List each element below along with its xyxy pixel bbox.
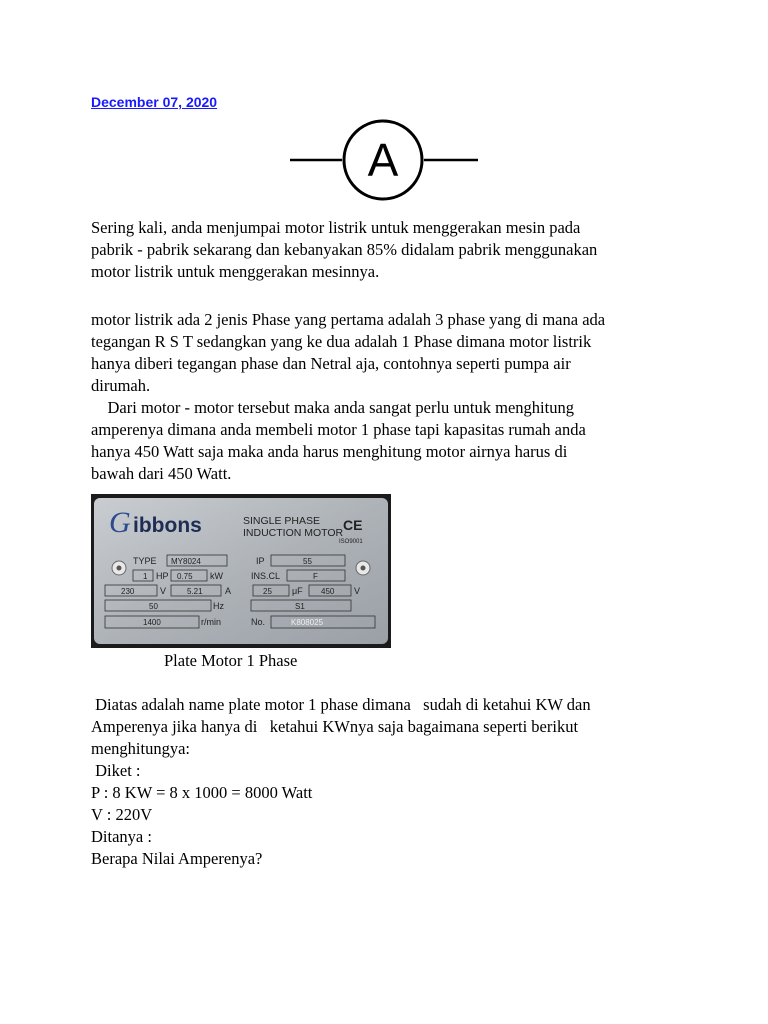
nameplate-caption: Plate Motor 1 Phase [164, 651, 298, 670]
calculation-paragraph: Diatas adalah name plate motor 1 phase dimana sudah di ketahui KW dan Amperenya jika hanya di ketahui KWnya saja bagaimana seperti berikut menghitungya: Diket : P : 8 KW = 8 x 1000 = 8000 Watt V : 220V Ditanya : Berapa Nilai Amperenya? [91, 695, 591, 868]
rpm-value: 1400 [143, 618, 161, 627]
hp-label: HP [156, 571, 169, 581]
hz-label: Hz [213, 601, 224, 611]
ins-value: F [313, 572, 318, 581]
ip-value: 55 [303, 557, 312, 566]
nameplate-photo [91, 494, 391, 648]
volt-label: V [160, 586, 167, 596]
cap-value: 25 [263, 587, 272, 596]
cap-volt: 450 [321, 587, 335, 596]
type-label: TYPE [133, 556, 157, 566]
type-value: MY8024 [171, 557, 201, 566]
rpm-label: r/min [201, 617, 221, 627]
cap-label: μF [292, 586, 303, 596]
intro-paragraph: Sering kali, anda menjumpai motor listrik untuk menggerakan mesin pada pabrik - pabrik sekarang dan kebanyakan 85% didalam pabrik menggunakan motor listrik untuk menggerakan mesinnya. [91, 218, 598, 281]
no-value: K808025 [291, 618, 324, 627]
cap-volt-label: V [354, 586, 361, 596]
nameplate-image [91, 494, 391, 648]
iso-mark: ISO9001 [339, 539, 363, 545]
ammeter-symbol [288, 118, 480, 202]
amp-label: A [225, 586, 232, 596]
volt-value: 230 [121, 587, 135, 596]
nameplate-title-1: SINGLE PHASE [243, 515, 321, 527]
post-date-link[interactable]: December 07, 2020 [91, 94, 218, 110]
brand-name: ibbons [133, 514, 202, 537]
ip-label: IP [256, 556, 265, 566]
amp-value: 5.21 [187, 587, 203, 596]
brand-initial: G [109, 506, 131, 539]
no-label: No. [251, 617, 266, 627]
ammeter-letter: A [367, 134, 399, 186]
s-value: S1 [295, 602, 305, 611]
phase-paragraph: motor listrik ada 2 jenis Phase yang pertama adalah 3 phase yang di mana ada tegangan R S T sedangkan yang ke dua adalah 1 Phase dimana motor listrik hanya diberi tegangan phase dan Netral aja, contohnya seperti pumpa air dirumah. Dari motor - motor tersebut maka anda sangat perlu untuk menghitung amperenya dimana anda membeli motor 1 phase tapi kapasitas rumah anda hanya 450 Watt saja maka anda harus menghitung motor airnya harus di bawah dari 450 Watt. [91, 310, 606, 483]
kw-value: 0.75 [177, 572, 193, 581]
hz-value: 50 [149, 602, 158, 611]
kw-qty: 1 [143, 572, 148, 581]
nameplate-title-2: INDUCTION MOTOR [243, 527, 344, 539]
kw-label: kW [210, 571, 223, 581]
ins-label: INS.CL [251, 571, 281, 581]
ce-mark: CE [343, 517, 363, 533]
